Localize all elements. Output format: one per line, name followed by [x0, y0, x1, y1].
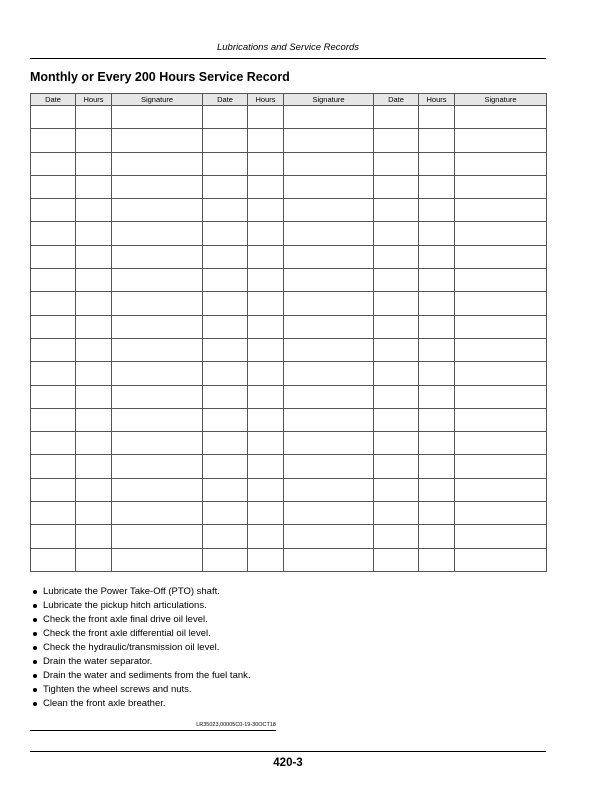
table-cell-date: [203, 175, 248, 198]
table-cell-date: [31, 525, 76, 548]
table-cell-date: [203, 292, 248, 315]
table-cell-signature: [112, 385, 203, 408]
table-cell-signature: [455, 315, 547, 338]
table-cell-date: [31, 199, 76, 222]
list-item-text: Drain the water separator.: [43, 656, 153, 667]
table-cell-signature: [112, 502, 203, 525]
table-row: [31, 199, 547, 222]
table-cell-hours: [76, 385, 112, 408]
table-cell-date: [31, 338, 76, 361]
table-cell-hours: [76, 175, 112, 198]
table-cell-signature: [455, 269, 547, 292]
table-cell-hours: [76, 432, 112, 455]
table-cell-hours: [419, 338, 455, 361]
table-cell-signature: [284, 478, 374, 501]
table-row: [31, 455, 547, 478]
table-cell-hours: [419, 129, 455, 152]
table-cell-date: [203, 478, 248, 501]
table-cell-hours: [419, 455, 455, 478]
table-cell-hours: [76, 222, 112, 245]
table-cell-signature: [284, 385, 374, 408]
list-item: [32, 697, 251, 711]
table-cell-date: [31, 129, 76, 152]
table-cell-hours: [248, 338, 284, 361]
table-cell-date: [374, 548, 419, 571]
table-row: [31, 432, 547, 455]
table-cell-hours: [419, 292, 455, 315]
table-cell-date: [374, 269, 419, 292]
table-cell-hours: [76, 502, 112, 525]
table-cell-hours: [419, 548, 455, 571]
bullet-icon: [33, 632, 37, 636]
list-item-text: Lubricate the pickup hitch articulations.: [43, 600, 207, 611]
table-cell-hours: [76, 338, 112, 361]
bullet-icon: [33, 590, 37, 594]
table-cell-signature: [455, 525, 547, 548]
table-cell-date: [374, 106, 419, 129]
table-cell-signature: [284, 455, 374, 478]
table-cell-signature: [455, 478, 547, 501]
table-cell-signature: [112, 548, 203, 571]
table-cell-date: [203, 152, 248, 175]
table-cell-hours: [419, 432, 455, 455]
list-item: [32, 669, 251, 683]
list-item: [32, 613, 251, 627]
table-cell-hours: [248, 502, 284, 525]
table-cell-signature: [112, 315, 203, 338]
table-cell-hours: [76, 292, 112, 315]
table-cell-signature: [284, 548, 374, 571]
table-cell-date: [31, 175, 76, 198]
table-cell-signature: [455, 152, 547, 175]
bullet-icon: [33, 604, 37, 608]
table-cell-hours: [419, 199, 455, 222]
table-cell-date: [203, 385, 248, 408]
header-divider: [30, 58, 546, 59]
table-row: [31, 222, 547, 245]
table-cell-date: [31, 152, 76, 175]
column-header-hours: Hours: [76, 94, 112, 106]
table-cell-hours: [248, 129, 284, 152]
table-cell-signature: [455, 408, 547, 431]
bullet-icon: [33, 702, 37, 706]
table-header-row: [31, 94, 547, 106]
column-header-signature: Signature: [112, 94, 203, 106]
table-cell-signature: [455, 199, 547, 222]
list-item: [32, 655, 251, 669]
table-cell-date: [203, 315, 248, 338]
table-cell-hours: [76, 315, 112, 338]
table-cell-signature: [112, 362, 203, 385]
table-cell-signature: [455, 129, 547, 152]
table-cell-hours: [248, 269, 284, 292]
table-row: [31, 315, 547, 338]
table-cell-hours: [419, 269, 455, 292]
list-item-text: Check the hydraulic/transmission oil level.: [43, 642, 220, 653]
list-item: [32, 627, 251, 641]
table-cell-date: [374, 199, 419, 222]
table-cell-signature: [284, 245, 374, 268]
table-cell-hours: [419, 502, 455, 525]
table-cell-hours: [248, 152, 284, 175]
table-cell-date: [374, 315, 419, 338]
table-cell-hours: [419, 175, 455, 198]
maintenance-task-list: [32, 585, 251, 711]
table-cell-date: [31, 502, 76, 525]
table-row: [31, 525, 547, 548]
table-cell-signature: [112, 245, 203, 268]
table-cell-date: [374, 408, 419, 431]
table-cell-signature: [112, 129, 203, 152]
table-cell-hours: [76, 152, 112, 175]
table-cell-signature: [455, 175, 547, 198]
service-record-table: [30, 93, 547, 572]
column-header-hours: Hours: [248, 94, 284, 106]
table-cell-signature: [455, 292, 547, 315]
table-row: [31, 245, 547, 268]
table-row: [31, 129, 547, 152]
bullet-icon: [33, 688, 37, 692]
reference-divider: [30, 730, 276, 731]
table-cell-signature: [284, 292, 374, 315]
table-cell-hours: [248, 432, 284, 455]
column-header-hours: Hours: [419, 94, 455, 106]
page-title: Monthly or Every 200 Hours Service Record: [30, 70, 290, 84]
table-cell-signature: [455, 338, 547, 361]
table-cell-signature: [284, 152, 374, 175]
table-cell-date: [31, 106, 76, 129]
table-cell-hours: [248, 548, 284, 571]
table-cell-hours: [76, 129, 112, 152]
table-cell-date: [31, 455, 76, 478]
table-cell-hours: [248, 106, 284, 129]
table-cell-hours: [419, 385, 455, 408]
table-cell-hours: [248, 525, 284, 548]
table-cell-signature: [112, 175, 203, 198]
table-cell-hours: [248, 385, 284, 408]
table-cell-signature: [112, 408, 203, 431]
table-cell-date: [203, 548, 248, 571]
table-cell-signature: [284, 269, 374, 292]
table-row: [31, 408, 547, 431]
table-row: [31, 502, 547, 525]
table-cell-date: [31, 222, 76, 245]
table-cell-hours: [248, 245, 284, 268]
bullet-icon: [33, 618, 37, 622]
table-cell-signature: [284, 315, 374, 338]
table-cell-hours: [76, 362, 112, 385]
table-cell-date: [203, 269, 248, 292]
table-cell-signature: [455, 432, 547, 455]
table-cell-date: [203, 129, 248, 152]
table-cell-hours: [248, 292, 284, 315]
column-header-date: Date: [374, 94, 419, 106]
table-cell-hours: [76, 525, 112, 548]
table-cell-signature: [455, 385, 547, 408]
table-cell-signature: [284, 199, 374, 222]
table-cell-signature: [284, 502, 374, 525]
table-cell-hours: [248, 315, 284, 338]
column-header-date: Date: [203, 94, 248, 106]
table-cell-date: [203, 432, 248, 455]
table-cell-hours: [248, 199, 284, 222]
table-cell-signature: [455, 245, 547, 268]
table-row: [31, 106, 547, 129]
table-cell-hours: [248, 478, 284, 501]
table-cell-date: [374, 175, 419, 198]
table-cell-signature: [112, 478, 203, 501]
table-cell-date: [203, 338, 248, 361]
table-cell-signature: [284, 129, 374, 152]
table-cell-date: [203, 502, 248, 525]
table-row: [31, 338, 547, 361]
table-cell-date: [31, 292, 76, 315]
table-cell-date: [31, 362, 76, 385]
table-cell-hours: [76, 478, 112, 501]
table-cell-date: [374, 455, 419, 478]
table-cell-date: [31, 548, 76, 571]
table-cell-date: [374, 362, 419, 385]
table-cell-signature: [112, 152, 203, 175]
table-cell-hours: [248, 175, 284, 198]
table-cell-date: [374, 478, 419, 501]
table-cell-signature: [112, 432, 203, 455]
table-cell-date: [203, 362, 248, 385]
table-cell-signature: [112, 525, 203, 548]
table-cell-signature: [455, 106, 547, 129]
table-cell-hours: [419, 362, 455, 385]
table-cell-date: [374, 385, 419, 408]
table-cell-hours: [419, 106, 455, 129]
list-item-text: Clean the front axle breather.: [43, 698, 166, 709]
table-cell-signature: [284, 408, 374, 431]
table-cell-date: [374, 338, 419, 361]
table-cell-date: [31, 269, 76, 292]
table-cell-signature: [455, 548, 547, 571]
table-cell-hours: [76, 269, 112, 292]
table-cell-date: [203, 222, 248, 245]
table-cell-signature: [112, 455, 203, 478]
table-cell-signature: [284, 525, 374, 548]
list-item-text: Drain the water and sediments from the fuel tank.: [43, 670, 251, 681]
table-cell-signature: [112, 106, 203, 129]
table-cell-signature: [284, 362, 374, 385]
table-cell-signature: [112, 199, 203, 222]
list-item: [32, 641, 251, 655]
table-cell-date: [374, 245, 419, 268]
column-header-signature: Signature: [284, 94, 374, 106]
running-header-title: Lubrications and Service Records: [216, 42, 360, 53]
table-cell-date: [31, 315, 76, 338]
document-reference-code: LR35023,00005C0-19-30OCT18: [196, 722, 276, 728]
table-cell-date: [31, 408, 76, 431]
table-cell-date: [31, 478, 76, 501]
table-cell-hours: [76, 455, 112, 478]
table-cell-signature: [284, 338, 374, 361]
table-cell-hours: [248, 408, 284, 431]
table-cell-date: [374, 502, 419, 525]
table-row: [31, 362, 547, 385]
table-cell-signature: [455, 222, 547, 245]
table-cell-signature: [284, 106, 374, 129]
table-row: [31, 152, 547, 175]
table-cell-signature: [112, 338, 203, 361]
list-item-text: Check the front axle differential oil level.: [43, 628, 211, 639]
table-cell-date: [374, 129, 419, 152]
table-cell-hours: [76, 245, 112, 268]
bullet-icon: [33, 646, 37, 650]
bullet-icon: [33, 660, 37, 664]
table-row: [31, 292, 547, 315]
table-cell-date: [203, 408, 248, 431]
table-cell-signature: [455, 455, 547, 478]
list-item: [32, 585, 251, 599]
table-row: [31, 478, 547, 501]
table-cell-date: [374, 292, 419, 315]
table-cell-hours: [419, 408, 455, 431]
table-cell-signature: [112, 269, 203, 292]
table-cell-signature: [455, 502, 547, 525]
table-cell-date: [31, 245, 76, 268]
list-item-text: Check the front axle final drive oil level.: [43, 614, 208, 625]
list-item-text: Lubricate the Power Take-Off (PTO) shaft.: [43, 586, 220, 597]
table-cell-hours: [419, 315, 455, 338]
table-cell-hours: [76, 106, 112, 129]
table-cell-date: [31, 432, 76, 455]
column-header-signature: Signature: [455, 94, 547, 106]
table-cell-date: [203, 525, 248, 548]
table-cell-signature: [284, 175, 374, 198]
table-cell-date: [203, 199, 248, 222]
table-cell-date: [203, 106, 248, 129]
table-cell-hours: [248, 222, 284, 245]
page-number: 420-3: [273, 757, 303, 769]
table-cell-hours: [248, 362, 284, 385]
table-cell-signature: [284, 432, 374, 455]
table-cell-hours: [248, 455, 284, 478]
list-item: [32, 683, 251, 697]
table-cell-hours: [419, 478, 455, 501]
table-cell-hours: [419, 245, 455, 268]
table-cell-date: [31, 385, 76, 408]
table-cell-date: [374, 222, 419, 245]
table-cell-signature: [112, 222, 203, 245]
table-cell-date: [374, 432, 419, 455]
table-cell-signature: [455, 362, 547, 385]
table-cell-signature: [112, 292, 203, 315]
table-cell-hours: [76, 199, 112, 222]
table-cell-hours: [76, 408, 112, 431]
table-cell-date: [203, 455, 248, 478]
table-cell-date: [374, 525, 419, 548]
table-cell-date: [203, 245, 248, 268]
column-header-date: Date: [31, 94, 76, 106]
table-row: [31, 269, 547, 292]
table-cell-hours: [419, 152, 455, 175]
table-row: [31, 548, 547, 571]
table-row: [31, 175, 547, 198]
table-cell-hours: [419, 222, 455, 245]
footer-divider: [30, 751, 546, 752]
table-cell-hours: [76, 548, 112, 571]
table-cell-date: [374, 152, 419, 175]
list-item-text: Tighten the wheel screws and nuts.: [43, 684, 192, 695]
table-cell-signature: [284, 222, 374, 245]
bullet-icon: [33, 674, 37, 678]
list-item: [32, 599, 251, 613]
table-body: [31, 106, 547, 572]
table-cell-hours: [419, 525, 455, 548]
table-row: [31, 385, 547, 408]
